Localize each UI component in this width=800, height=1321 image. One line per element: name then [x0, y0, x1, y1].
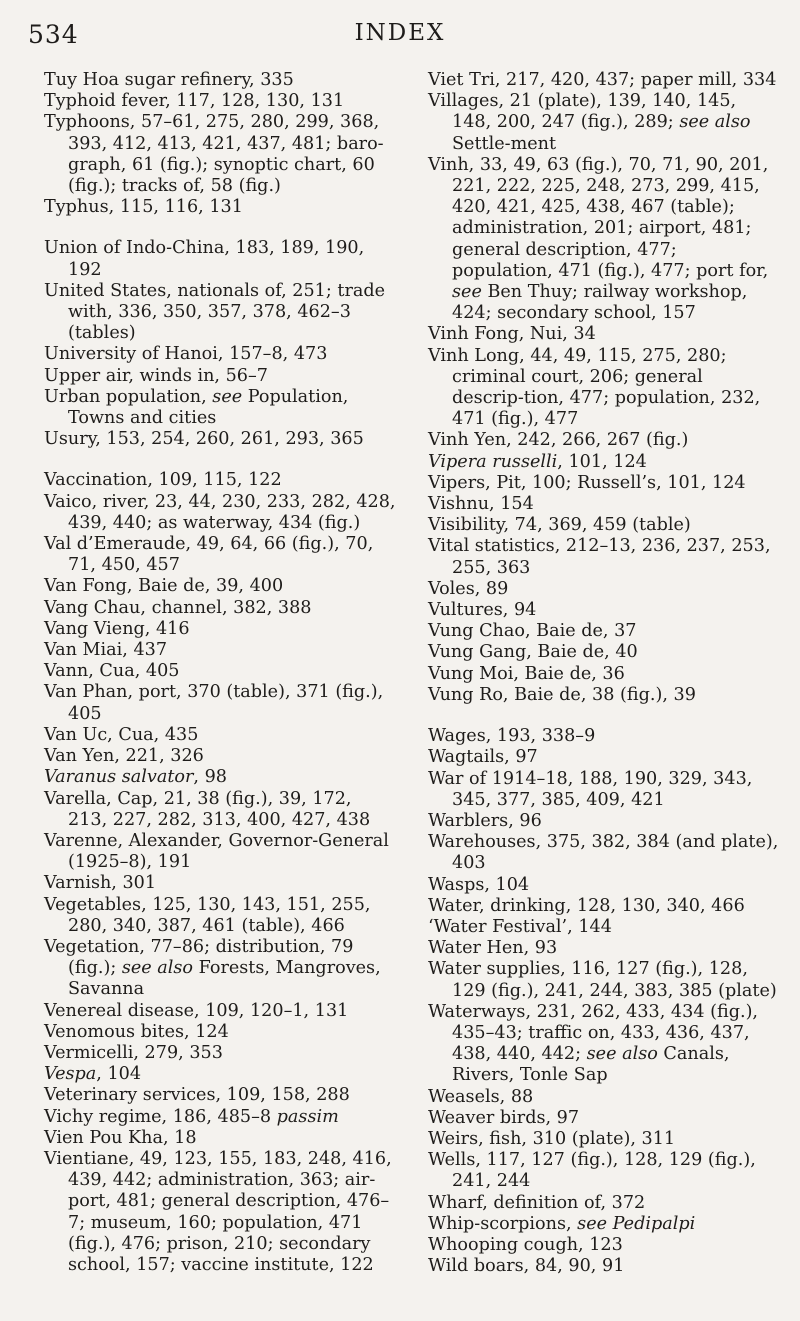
entry-text: Weirs, fish, 310 (plate), 311 — [428, 1128, 676, 1149]
entry-text: Union of Indo-China, 183, 189, 190, 192 — [44, 238, 365, 280]
index-entry — [428, 600, 780, 621]
index-entry — [44, 767, 396, 788]
entry-text: Typhoid fever, 117, 128, 130, 131 — [44, 91, 345, 112]
entry-text: Vung Moi, Baie de, 36 — [428, 663, 625, 684]
index-entry — [428, 1256, 780, 1277]
entry-italic-text: see — [452, 282, 482, 303]
entry-text: Van Phan, port, 370 (table), 371 (fig.), 405 — [44, 682, 384, 724]
index-entry — [428, 324, 780, 345]
entry-text: Water, drinking, 128, 130, 340, 466 — [428, 895, 745, 916]
index-entry — [44, 682, 396, 724]
entry-text: , 101, 124 — [557, 451, 647, 472]
entry-text: Water supplies, 116, 127 (fig.), 128, 129 (fig.), 241, 244, 383, 385 (plate) — [428, 959, 777, 1001]
letter-section-gap — [44, 218, 396, 238]
index-entry — [44, 746, 396, 767]
index-entry — [44, 281, 396, 345]
entry-text: Wharf, definition of, 372 — [428, 1192, 646, 1213]
entry-text: Waterways, 231, 262, 433, 434 (fig.), 435–43; traffic on, 433, 436, 437, 438, 440, 442; — [428, 1001, 759, 1065]
index-entry — [44, 576, 396, 597]
entry-italic-text: passim — [276, 1106, 339, 1127]
index-entry — [428, 621, 780, 642]
entry-text: Vipers, Pit, 100; Russell’s, 101, 124 — [428, 472, 746, 493]
entry-italic-text: Vespa — [44, 1064, 97, 1085]
entry-text: Population, Towns and cities — [68, 386, 349, 429]
index-column-left — [44, 70, 396, 1276]
index-entry — [44, 91, 396, 112]
entry-text: Vung Chao, Baie de, 37 — [428, 621, 637, 642]
index-entry — [428, 747, 780, 768]
entry-text: Van Yen, 221, 326 — [44, 746, 204, 767]
index-entry — [428, 1150, 780, 1192]
index-entry — [428, 91, 780, 155]
entry-text: Wild boars, 84, 90, 91 — [428, 1256, 625, 1277]
entry-text: Varella, Cap, 21, 38 (fig.), 39, 172, 213, 227, 282, 313, 400, 427, 438 — [44, 788, 371, 830]
entry-text: Vinh, 33, 49, 63 (fig.), 70, 71, 90, 201, 221, 222, 225, 248, 273, 299, 415, 420, 421, 425, 438, 467 (table); administration, 201; airport, 481; general description, 477; population, 471 (fig.), 477; port for, — [428, 154, 769, 281]
entry-italic-text: Vipera russelli — [428, 451, 558, 472]
entry-text: Whooping cough, 123 — [428, 1234, 623, 1255]
index-entry — [44, 895, 396, 937]
entry-text: Typhus, 115, 116, 131 — [44, 197, 243, 218]
entry-text: Vaccination, 109, 115, 122 — [44, 470, 282, 491]
entry-text: ‘Water Festival’, 144 — [428, 916, 612, 937]
entry-text: Whip-scorpions, — [428, 1213, 578, 1234]
entry-text: Vegetation, 77–86; distribution, 79 (fig.); — [44, 936, 354, 979]
entry-text: Typhoons, 57–61, 275, 280, 299, 368, 393, 412, 413, 421, 437, 481; baro-graph, 61 (fig.); synoptic chart, 60 (fig.); tracks of, 58 (fig.) — [44, 112, 384, 197]
entry-italic-text: see — [577, 1213, 608, 1234]
index-entry — [428, 579, 780, 600]
index-entry — [44, 789, 396, 831]
running-head: INDEX — [354, 20, 446, 46]
entry-text: Varnish, 301 — [44, 873, 157, 894]
index-entry — [44, 598, 396, 619]
entry-text: War of 1914–18, 188, 190, 329, 343, 345, 377, 385, 409, 421 — [428, 768, 753, 810]
entry-italic-text: Pedipalpi — [612, 1213, 696, 1234]
index-entry — [428, 430, 780, 451]
entry-text: Vishnu, 154 — [428, 494, 534, 515]
entry-text: Vital statistics, 212–13, 236, 237, 253, 255, 363 — [428, 536, 771, 578]
index-entry — [44, 1085, 396, 1106]
index-entry — [44, 1043, 396, 1064]
entry-text: Van Uc, Cua, 435 — [44, 724, 199, 745]
index-entry — [44, 70, 396, 91]
entry-text: Van Fong, Baie de, 39, 400 — [44, 576, 284, 597]
index-entry — [428, 536, 780, 578]
entry-text: Visibility, 74, 369, 459 (table) — [428, 515, 691, 536]
entry-text: Vermicelli, 279, 353 — [44, 1042, 223, 1063]
index-entry — [44, 640, 396, 661]
entry-italic-text: Varanus salvator — [44, 767, 194, 788]
index-entry — [428, 938, 780, 959]
entry-text: Vichy regime, 186, 485–8 — [44, 1106, 277, 1127]
index-entry — [428, 70, 780, 91]
index-entry — [428, 811, 780, 832]
index-entry — [44, 238, 396, 280]
index-entry — [428, 664, 780, 685]
entry-italic-text: see also — [679, 112, 751, 133]
index-entry — [44, 1022, 396, 1043]
entry-text: Varenne, Alexander, Governor-General (1925–8), 191 — [44, 830, 389, 873]
index-entry — [428, 917, 780, 938]
entry-text: Urban population, — [44, 386, 213, 407]
index-entry — [428, 452, 780, 473]
index-entry — [428, 726, 780, 747]
entry-text: Usury, 153, 254, 260, 261, 293, 365 — [44, 429, 364, 450]
entry-text: Vinh Long, 44, 49, 115, 275, 280; criminal court, 206; general descrip-tion, 477; population, 232, 471 (fig.), 477 — [428, 345, 761, 430]
entry-text: Settle-ment — [452, 133, 557, 154]
entry-text: University of Hanoi, 157–8, 473 — [44, 344, 328, 365]
index-entry — [44, 725, 396, 746]
entry-text: Ben Thuy; railway workshop, 424; secondary school, 157 — [452, 282, 748, 324]
index-entry — [44, 873, 396, 894]
entry-text: Vung Ro, Baie de, 38 (fig.), 39 — [428, 684, 696, 705]
index-entry — [428, 642, 780, 663]
entry-text: Vann, Cua, 405 — [44, 661, 180, 682]
entry-italic-text: see also — [586, 1044, 658, 1065]
entry-text: Wells, 117, 127 (fig.), 128, 129 (fig.), 241, 244 — [428, 1150, 756, 1192]
index-entry — [44, 387, 396, 429]
index-entry — [428, 155, 780, 325]
index-entry — [44, 112, 396, 197]
entry-text: Venereal disease, 109, 120–1, 131 — [44, 1000, 349, 1021]
index-entry — [44, 937, 396, 1001]
entry-text: Vinh Yen, 242, 266, 267 (fig.) — [428, 430, 689, 451]
index-entry — [44, 344, 396, 365]
index-entry — [428, 769, 780, 811]
index-entry — [44, 197, 396, 218]
page-header — [0, 12, 800, 52]
index-entry — [428, 832, 780, 874]
entry-text: Vientiane, 49, 123, 155, 183, 248, 416, 439, 442; administration, 363; air-port, 481; general description, 476–7; museum, 160; population, 471 (fig.), 476; prison, 210; secondary school, 157; vaccine institute, 122 — [44, 1148, 392, 1275]
entry-text: Wasps, 104 — [428, 874, 530, 895]
entry-text: Vinh Fong, Nui, 34 — [428, 324, 596, 345]
index-entry — [44, 366, 396, 387]
entry-text: Venomous bites, 124 — [44, 1021, 229, 1042]
index-entry — [44, 1064, 396, 1085]
index-entry — [44, 1149, 396, 1276]
entry-text: Villages, 21 (plate), 139, 140, 145, 148, 200, 247 (fig.), 289; — [428, 91, 737, 133]
index-entry — [428, 959, 780, 1001]
index-entry — [428, 875, 780, 896]
entry-text: Voles, 89 — [428, 578, 509, 599]
entry-text: Vang Chau, channel, 382, 388 — [44, 597, 312, 618]
index-entry — [44, 1128, 396, 1149]
index-entry — [428, 473, 780, 494]
letter-section-gap — [428, 706, 780, 726]
index-entry — [44, 534, 396, 576]
entry-text: Weasels, 88 — [428, 1086, 534, 1107]
page-number: 534 — [28, 20, 79, 49]
entry-text: Vaico, river, 23, 44, 230, 233, 282, 428, 439, 440; as waterway, 434 (fig.) — [44, 491, 396, 533]
index-entry — [428, 685, 780, 706]
entry-text: Viet Tri, 217, 420, 437; paper mill, 334 — [428, 70, 777, 90]
index-entry — [428, 1214, 780, 1235]
entry-text: , 104 — [96, 1064, 142, 1085]
index-entry — [428, 346, 780, 431]
entry-text: Wages, 193, 338–9 — [428, 726, 596, 747]
index-entry — [428, 494, 780, 515]
index-entry — [428, 896, 780, 917]
entry-text: Vegetables, 125, 130, 143, 151, 255, 280, 340, 387, 461 (table), 466 — [44, 894, 371, 936]
index-entry — [428, 1108, 780, 1129]
entry-text: United States, nationals of, 251; trade with, 336, 350, 357, 378, 462–3 (tables) — [44, 280, 386, 344]
entry-text: Vien Pou Kha, 18 — [44, 1127, 197, 1148]
entry-text: Veterinary services, 109, 158, 288 — [44, 1085, 350, 1106]
entry-text: Val d’Emeraude, 49, 64, 66 (fig.), 70, 71, 450, 457 — [44, 534, 374, 576]
index-entry — [428, 1193, 780, 1214]
index-entry — [44, 661, 396, 682]
entry-text: Vang Vieng, 416 — [44, 618, 190, 639]
index-entry — [428, 1129, 780, 1150]
entry-text: Warblers, 96 — [428, 810, 542, 831]
entry-text: Van Miai, 437 — [44, 640, 168, 661]
index-entry — [44, 1001, 396, 1022]
index-column-right — [428, 70, 780, 1277]
index-entry — [44, 831, 396, 873]
entry-text: Vung Gang, Baie de, 40 — [428, 642, 638, 663]
entry-text: Water Hen, 93 — [428, 938, 558, 959]
index-entry — [44, 1107, 396, 1128]
index-entry — [428, 515, 780, 536]
index-entry — [44, 619, 396, 640]
letter-section-gap — [44, 450, 396, 470]
entry-text: Tuy Hoa sugar refinery, 335 — [44, 70, 294, 90]
entry-text: , 98 — [193, 767, 227, 788]
index-entry — [44, 470, 396, 491]
index-entry — [44, 429, 396, 450]
entry-text: Wagtails, 97 — [428, 747, 538, 768]
entry-text: Forests, Mangroves, Savanna — [68, 958, 381, 1000]
entry-text: Upper air, winds in, 56–7 — [44, 365, 268, 386]
entry-text: Warehouses, 375, 382, 384 (and plate), 403 — [428, 832, 779, 874]
index-entry — [428, 1087, 780, 1108]
entry-italic-text: see also — [121, 958, 194, 979]
entry-italic-text: see — [212, 386, 243, 407]
entry-text: Canals, Rivers, Tonle Sap — [452, 1044, 730, 1086]
index-entry — [428, 1002, 780, 1087]
index-entry — [428, 1235, 780, 1256]
index-entry — [44, 492, 396, 534]
entry-text: Vultures, 94 — [428, 600, 537, 621]
entry-text: Weaver birds, 97 — [428, 1107, 580, 1128]
